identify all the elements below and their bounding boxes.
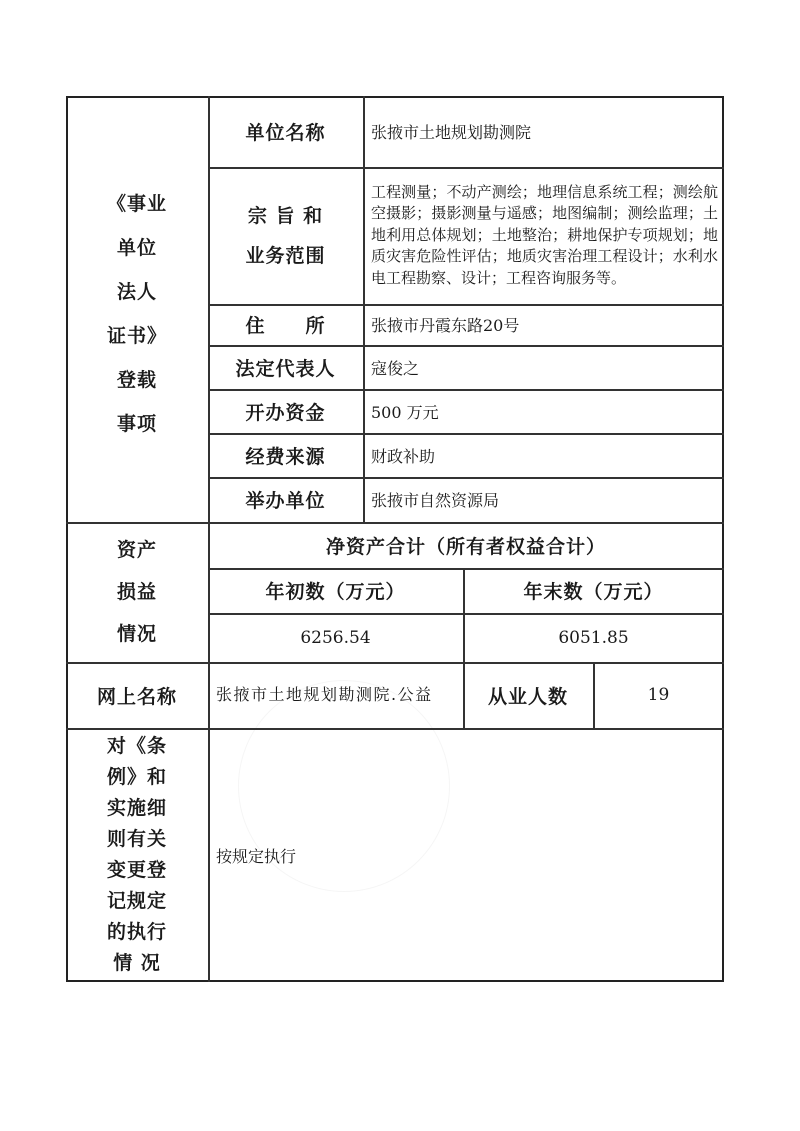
unit-name-label-text: 单位名称 [245, 122, 326, 144]
online-name-value-text: 张掖市土地规划勘测院.公益 [216, 685, 433, 704]
staff-count-value-text: 19 [647, 685, 670, 705]
net-assets-header-text: 净资产合计（所有者权益合计） [325, 535, 606, 558]
purpose-label [208, 167, 363, 304]
label-line: 证书》 [106, 325, 167, 347]
registration-section-label [66, 182, 208, 446]
label-line: 单位 [116, 237, 157, 259]
sponsor-label-text: 举办单位 [245, 490, 326, 512]
label-line: 情 况 [113, 952, 161, 974]
label-line: 对《条 [106, 735, 167, 757]
online-name-label [66, 662, 208, 728]
purpose-label-line: 宗 旨 和 [247, 204, 324, 227]
address-label [208, 304, 363, 345]
business-scope-value [363, 167, 724, 304]
purpose-label-line: 业务范围 [245, 244, 326, 267]
online-name-value [208, 662, 463, 728]
begin-year-label [208, 568, 463, 613]
online-name-label-text: 网上名称 [96, 685, 177, 708]
legal-rep-label [208, 345, 363, 389]
label-line: 记规定 [106, 890, 167, 912]
capital-value-text: 500 万元 [371, 402, 439, 422]
end-year-value [463, 613, 724, 662]
funding-value [363, 433, 724, 477]
label-line: 情况 [116, 623, 157, 645]
net-assets-header [208, 522, 724, 568]
funding-value-text: 财政补助 [371, 446, 436, 466]
label-line: 损益 [116, 581, 157, 603]
label-line: 则有关 [106, 828, 167, 850]
begin-year-label-text: 年初数（万元） [265, 581, 406, 603]
end-year-label [463, 568, 724, 613]
label-line: 实施细 [106, 797, 167, 819]
sponsor-value [363, 477, 724, 522]
label-line: 《事业 [106, 193, 167, 215]
sponsor-label [208, 477, 363, 522]
begin-year-value [208, 613, 463, 662]
label-line: 的执行 [106, 921, 167, 943]
begin-year-value-text: 6256.54 [300, 627, 371, 648]
label-line: 资产 [116, 539, 157, 561]
staff-count-label-text: 从业人数 [487, 685, 568, 708]
address-value [363, 304, 724, 345]
staff-count-value [593, 662, 724, 728]
legal-rep-label-text: 法定代表人 [235, 357, 336, 380]
legal-rep-value-text: 寇俊之 [371, 358, 420, 378]
address-value-text: 张掖市丹霞东路20号 [371, 316, 520, 335]
capital-value [363, 389, 724, 433]
compliance-value [208, 728, 724, 982]
sponsor-value-text: 张掖市自然资源局 [371, 491, 500, 510]
label-line: 登载 [116, 369, 157, 391]
label-line: 事项 [116, 413, 157, 435]
label-line: 例》和 [106, 766, 167, 788]
capital-label-text: 开办资金 [245, 401, 326, 424]
assets-section-label [66, 522, 208, 662]
label-line: 变更登 [106, 859, 167, 881]
unit-name-label [208, 96, 363, 167]
address-label-text: 住 所 [245, 315, 326, 337]
staff-count-label [463, 662, 593, 728]
unit-name-value-text: 张掖市土地规划勘测院 [371, 123, 532, 142]
compliance-label [66, 728, 208, 982]
funding-label [208, 433, 363, 477]
legal-rep-value [363, 345, 724, 389]
unit-name-value [363, 96, 724, 167]
business-scope-text: 工程测量；不动产测绘；地理信息系统工程；测绘航空摄影；摄影测量与遥感；地图编制；测绘监理；土地利用总体规划；土地整治；耕地保护专项规划；地质灾害危险性评估；地质灾害治理工程设计；水利水电工程勘察、设计；工程咨询服务等。 [371, 182, 718, 287]
compliance-value-text: 按规定执行 [216, 846, 297, 866]
funding-label-text: 经费来源 [245, 445, 326, 468]
end-year-label-text: 年末数（万元） [523, 581, 664, 603]
end-year-value-text: 6051.85 [558, 627, 629, 648]
label-line: 法人 [116, 281, 157, 303]
capital-label [208, 389, 363, 433]
